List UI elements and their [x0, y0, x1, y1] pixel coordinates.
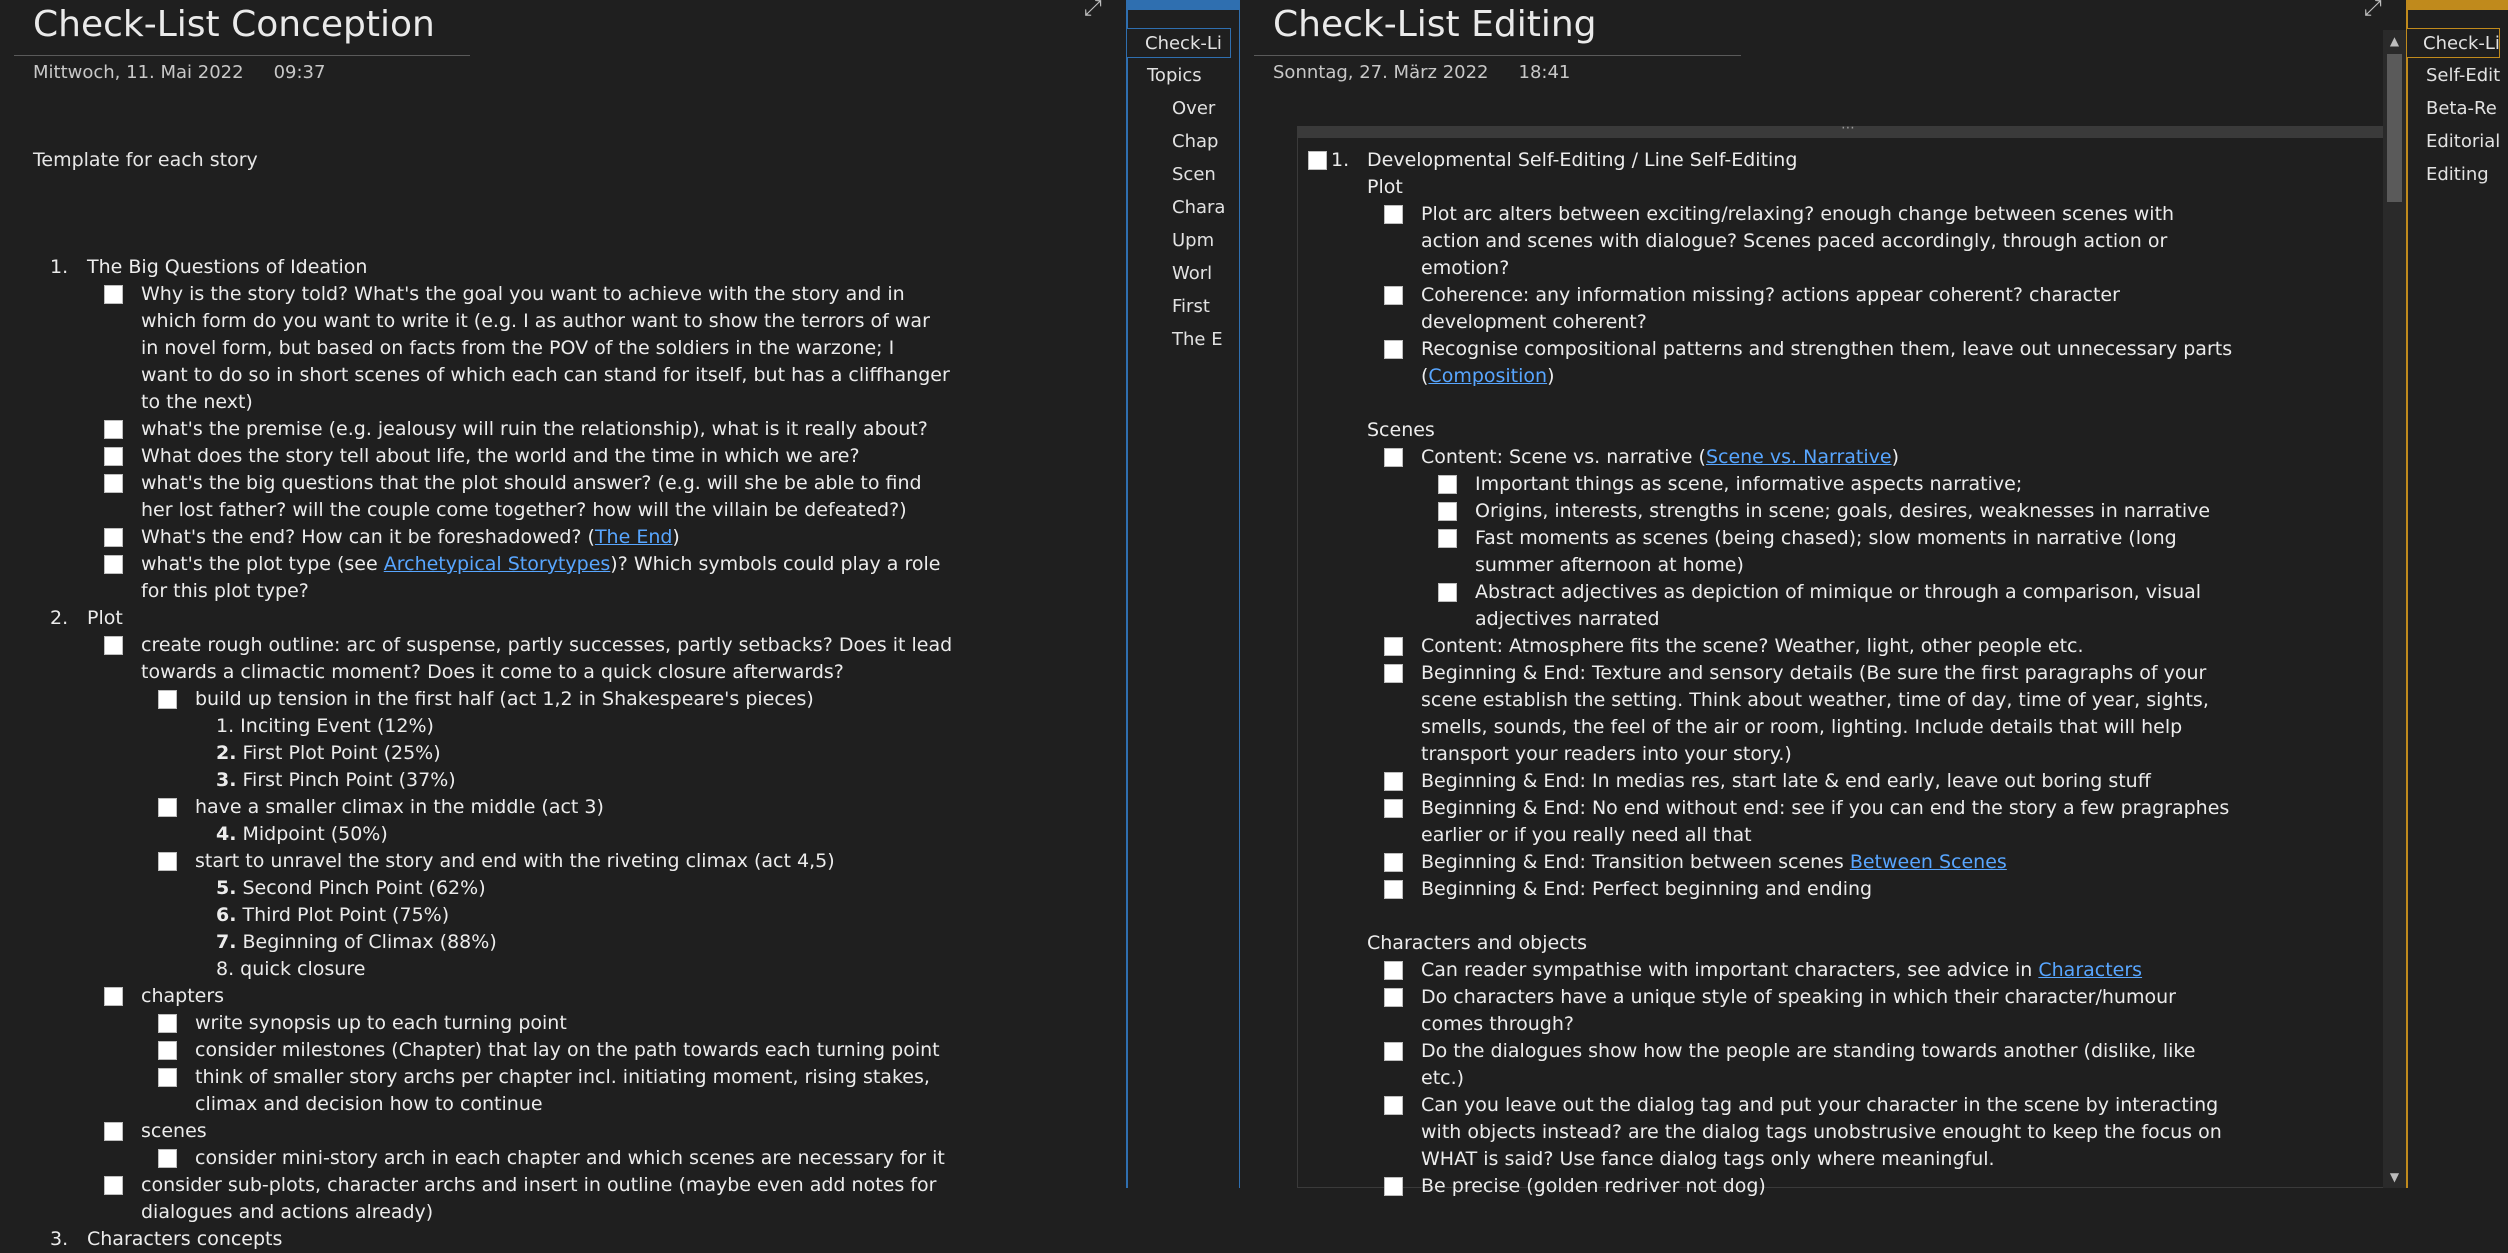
list-item-text: Characters concepts [87, 1228, 283, 1250]
list-item-text: Beginning of Climax (88%) [236, 931, 497, 953]
list-item[interactable] [1421, 363, 1555, 390]
list-item[interactable] [1421, 1146, 1995, 1173]
page-tab-editing[interactable]: Editing [2426, 164, 2489, 185]
checkbox[interactable] [158, 852, 177, 871]
list-item[interactable] [1421, 201, 2174, 228]
list-item-text: Coherence: any information missing? actions appear coherent? character [1421, 284, 2120, 306]
list-item[interactable] [141, 362, 950, 389]
list-item-text: Be precise (golden redriver not dog) [1421, 1175, 1766, 1197]
section-color-bar [2408, 0, 2508, 10]
list-item-text: Second Pinch Point (62%) [236, 877, 486, 899]
page-tab-chara[interactable]: Chara [1172, 197, 1226, 218]
list-item[interactable] [1421, 444, 1899, 471]
list-number: 1. [50, 256, 69, 278]
list-item[interactable] [1475, 579, 2201, 606]
milestone-number: 7. [216, 931, 237, 953]
page-editing[interactable] [1240, 0, 2383, 1197]
list-item-text: Beginning & End: Transition between scenes [1421, 851, 1850, 873]
milestone-number: 3. [216, 769, 237, 791]
list-item-text: scenes [141, 1120, 207, 1142]
list-item-text: dialogues and actions already) [141, 1201, 434, 1223]
list-item-text: in novel form, but based on facts from the POV of the soldiers in the warzone; I [141, 337, 895, 359]
list-item-text: etc.) [1421, 1067, 1465, 1089]
list-item[interactable] [216, 875, 486, 902]
list-item[interactable] [1367, 174, 1403, 201]
container-drag-bar[interactable] [1297, 120, 2425, 138]
list-item-text: have a smaller climax in the middle (act 3) [195, 796, 604, 818]
vertical-scrollbar[interactable] [2383, 30, 2406, 1188]
checkbox[interactable] [1384, 961, 1403, 980]
list-item-text: Beginning & End: In medias res, start late & end early, leave out boring stuff [1421, 770, 2151, 792]
milestone-number: 4. [216, 823, 237, 845]
list-item-text: quick closure [234, 958, 366, 980]
list-item[interactable] [141, 416, 928, 443]
list-item-text: Third Plot Point (75%) [236, 904, 450, 926]
page-tab-over[interactable]: Over [1172, 98, 1216, 119]
list-item-text: what's the plot type (see [141, 553, 384, 575]
list-item[interactable] [141, 578, 309, 605]
list-item-text: First Pinch Point (37%) [236, 769, 456, 791]
list-item-text: adjectives narrated [1475, 608, 1660, 630]
section-color-bar [1128, 0, 1239, 10]
intro-text[interactable]: Template for each story [33, 149, 258, 171]
list-item-text: Recognise compositional patterns and strengthen them, leave out unnecessary parts [1421, 338, 2233, 360]
list-item[interactable] [195, 1064, 930, 1091]
list-item[interactable] [216, 740, 441, 767]
list-item-text: Beginning & End: Perfect beginning and ending [1421, 878, 1873, 900]
checkbox[interactable] [1438, 502, 1457, 521]
scroll-down-arrow-icon[interactable]: ▼ [2383, 1166, 2406, 1188]
list-item-text: ) [1891, 446, 1899, 468]
list-item[interactable] [1421, 768, 2151, 795]
page-link[interactable]: Composition [1428, 365, 1548, 387]
list-item-text: towards a climactic moment? Does it come to a quick closure afterwards? [141, 661, 844, 683]
milestone-number: 1. [216, 715, 235, 737]
page-tab-check-li[interactable]: Check-Li [2406, 28, 2500, 58]
list-item-text: ( [1421, 365, 1429, 387]
milestone-number: 6. [216, 904, 237, 926]
page-tab-worl[interactable]: Worl [1172, 263, 1213, 284]
list-item[interactable] [1421, 228, 2167, 255]
list-item-text: Plot [1367, 176, 1403, 198]
list-item-text: Content: Atmosphere fits the scene? Weather, light, other people etc. [1421, 635, 2084, 657]
list-item[interactable] [1421, 1065, 1464, 1092]
list-item-text: to the next) [141, 391, 253, 413]
page-date: Sonntag, 27. März 2022 [1273, 62, 1489, 83]
checkbox[interactable] [158, 1149, 177, 1168]
list-item-text: create rough outline: arc of suspense, partly successes, partly setbacks? Does it lead [141, 634, 953, 656]
list-item[interactable] [1421, 1038, 2195, 1065]
list-item[interactable] [141, 335, 894, 362]
list-item-text: Scenes [1367, 419, 1435, 441]
list-item[interactable] [141, 632, 952, 659]
list-item[interactable] [216, 821, 388, 848]
milestone-number: 8. [216, 958, 235, 980]
page-tab-topics[interactable]: Topics [1147, 65, 1202, 86]
page-tab-editorial[interactable]: Editorial [2426, 131, 2501, 152]
list-item[interactable] [87, 605, 123, 632]
checkbox[interactable] [1384, 286, 1403, 305]
list-item[interactable] [195, 1145, 945, 1172]
list-item[interactable] [216, 929, 497, 956]
list-item[interactable] [141, 551, 940, 578]
list-item[interactable] [1421, 849, 2007, 876]
list-item-text: chapters [141, 985, 225, 1007]
page-tab-beta-re[interactable]: Beta-Re [2426, 98, 2497, 119]
checkbox[interactable] [1384, 1177, 1403, 1196]
list-item-text: ) [1547, 365, 1555, 387]
list-item-text: build up tension in the first half (act 1,2 in Shakespeare's pieces) [195, 688, 814, 710]
list-item[interactable] [1421, 741, 1792, 768]
list-item-text: What does the story tell about life, the world and the time in which we are? [141, 445, 860, 467]
list-item[interactable] [141, 497, 907, 524]
list-item-text: The Big Questions of Ideation [87, 256, 368, 278]
list-item[interactable] [1421, 1173, 1766, 1200]
checkbox[interactable] [1308, 151, 1327, 170]
page-link[interactable]: Characters [2038, 959, 2143, 981]
list-item-text: consider milestones (Chapter) that lay on the path towards each turning point [195, 1039, 940, 1061]
list-item-text: which form do you want to write it (e.g. I as author want to show the terrors of war [141, 310, 930, 332]
list-item[interactable] [141, 1118, 207, 1145]
list-item-text: Important things as scene, informative aspects narrative; [1475, 473, 2023, 495]
list-item[interactable] [1421, 795, 2229, 822]
list-item[interactable] [216, 902, 449, 929]
list-item[interactable] [141, 659, 844, 686]
list-item[interactable] [141, 983, 224, 1010]
list-item[interactable] [1475, 525, 2177, 552]
checkbox[interactable] [104, 1122, 123, 1141]
checkbox[interactable] [104, 420, 123, 439]
list-item[interactable] [1475, 606, 1660, 633]
list-item[interactable] [141, 308, 930, 335]
milestone-number: 2. [216, 742, 237, 764]
list-item-text: Can reader sympathise with important characters, see advice in [1421, 959, 2039, 981]
list-item[interactable] [141, 443, 860, 470]
list-item[interactable] [1475, 498, 2210, 525]
checkbox[interactable] [1384, 799, 1403, 818]
list-item-text: Developmental Self-Editing / Line Self-Editing [1367, 149, 1798, 171]
checkbox[interactable] [104, 555, 123, 574]
list-item-text: Origins, interests, strengths in scene; goals, desires, weaknesses in narrative [1475, 500, 2211, 522]
list-item[interactable] [195, 1037, 940, 1064]
list-item-text: think of smaller story archs per chapter incl. initiating moment, rising stakes, [195, 1066, 930, 1088]
list-number: 3. [50, 1228, 69, 1250]
list-item-text: Plot [87, 607, 123, 629]
checkbox[interactable] [1384, 637, 1403, 656]
page-tabs-left [1126, 0, 1240, 1188]
list-item-text: transport your readers into your story.) [1421, 743, 1792, 765]
page-time: 09:37 [273, 62, 326, 83]
list-item-text: earlier or if you really need all that [1421, 824, 1752, 846]
list-item-text: what's the premise (e.g. jealousy will ruin the relationship), what is it really about? [141, 418, 928, 440]
list-item-text: Why is the story told? What's the goal you want to achieve with the story and in [141, 283, 905, 305]
list-item-text: Abstract adjectives as depiction of mimique or through a comparison, visual [1475, 581, 2202, 603]
checkbox[interactable] [104, 474, 123, 493]
checkbox[interactable] [1384, 205, 1403, 224]
checkbox[interactable] [104, 987, 123, 1006]
checkbox[interactable] [158, 1014, 177, 1033]
list-item-text: ) [672, 526, 680, 548]
page-date: Mittwoch, 11. Mai 2022 [33, 62, 244, 83]
list-item[interactable] [1421, 687, 2209, 714]
list-item-text: development coherent? [1421, 311, 1647, 333]
page-date-time [1273, 62, 1570, 83]
milestone-number: 5. [216, 877, 237, 899]
list-item-text: action and scenes with dialogue? Scenes paced accordingly, through action or [1421, 230, 2168, 252]
checkbox[interactable] [1384, 664, 1403, 683]
checkbox[interactable] [104, 285, 123, 304]
checkbox[interactable] [158, 1041, 177, 1060]
list-item-text: Content: Scene vs. narrative ( [1421, 446, 1706, 468]
checkbox[interactable] [1384, 988, 1403, 1007]
checkbox[interactable] [104, 1176, 123, 1195]
list-item[interactable] [1421, 1092, 2218, 1119]
checkbox[interactable] [1438, 475, 1457, 494]
list-item-text: What's the end? How can it be foreshadowed? ( [141, 526, 595, 548]
checkbox[interactable] [158, 798, 177, 817]
page-link[interactable]: Scene vs. Narrative [1705, 446, 1892, 468]
checkbox[interactable] [1384, 1096, 1403, 1115]
list-item[interactable] [1421, 336, 2232, 363]
checkbox[interactable] [158, 1068, 177, 1087]
page-tab-check-li[interactable]: Check-Li [1126, 28, 1231, 58]
list-item[interactable] [1421, 957, 2142, 984]
checkbox[interactable] [1384, 448, 1403, 467]
list-item-text: emotion? [1421, 257, 1510, 279]
list-item-text: Inciting Event (12%) [234, 715, 434, 737]
page-tab-first[interactable]: First [1172, 296, 1210, 317]
list-item-text: )? Which symbols could play a role [610, 553, 941, 575]
page-tabs-right [2406, 0, 2508, 1188]
list-item[interactable] [195, 794, 604, 821]
list-item[interactable] [141, 524, 680, 551]
list-item[interactable] [195, 848, 835, 875]
list-item-text: write synopsis up to each turning point [195, 1012, 567, 1034]
list-item-text: with objects instead? are the dialog tags unobstrusive enought to keep the focus on [1421, 1121, 2222, 1143]
page-conception[interactable] [0, 0, 1126, 1250]
list-item-text: consider sub-plots, character archs and insert in outline (maybe even add notes for [141, 1174, 937, 1196]
checkbox[interactable] [1438, 529, 1457, 548]
list-item-text: Characters and objects [1367, 932, 1587, 954]
list-item-text: her lost father? will the couple come together? how will the villain be defeated?) [141, 499, 907, 521]
page-link[interactable]: Between Scenes [1849, 851, 2007, 873]
checkbox[interactable] [158, 690, 177, 709]
title-underline [1254, 55, 1741, 56]
page-tab-chap[interactable]: Chap [1172, 131, 1219, 152]
list-item-text: what's the big questions that the plot should answer? (e.g. will she be able to find [141, 472, 922, 494]
checkbox[interactable] [1438, 583, 1457, 602]
list-item[interactable] [1421, 1011, 1574, 1038]
checkbox[interactable] [1384, 772, 1403, 791]
page-tab-the-e[interactable]: The E [1172, 329, 1223, 350]
list-number: 1. [1331, 149, 1350, 171]
scrollbar-thumb[interactable] [2387, 54, 2402, 202]
container-drag-handle-icon[interactable]: ⋯ [1841, 120, 1855, 136]
checkbox[interactable] [104, 528, 123, 547]
list-item[interactable] [87, 254, 367, 281]
list-item-text: for this plot type? [141, 580, 309, 602]
list-item[interactable] [1421, 282, 2120, 309]
list-item[interactable] [1421, 309, 1647, 336]
checkbox[interactable] [104, 447, 123, 466]
checkbox[interactable] [104, 636, 123, 655]
list-item[interactable] [216, 767, 456, 794]
checkbox[interactable] [1384, 340, 1403, 359]
page-tab-self-edit[interactable]: Self-Edit [2426, 65, 2501, 86]
page-date-time [33, 62, 325, 83]
list-item[interactable] [1367, 417, 1435, 444]
list-item-text: Beginning & End: No end without end: see if you can end the story a few pragraphes [1421, 797, 2230, 819]
list-item[interactable] [141, 1172, 936, 1199]
list-item[interactable] [1421, 255, 1509, 282]
list-item-text: Midpoint (50%) [236, 823, 388, 845]
list-item[interactable] [1421, 1119, 2222, 1146]
list-item[interactable] [141, 1199, 433, 1226]
page-time: 18:41 [1518, 62, 1571, 83]
list-number: 2. [50, 607, 69, 629]
list-item-text: Beginning & End: Texture and sensory details (Be sure the first paragraphs of your [1421, 662, 2207, 684]
page-title[interactable]: Check-List Editing [1273, 4, 1597, 45]
list-item[interactable] [1421, 822, 1752, 849]
list-item-text: WHAT is said? Use fance dialog tags only where meaningful. [1421, 1148, 1995, 1170]
list-item[interactable] [1475, 552, 1744, 579]
list-item[interactable] [141, 470, 922, 497]
list-item-text: Do characters have a unique style of speaking in which their character/humour [1421, 986, 2176, 1008]
list-item[interactable] [1475, 471, 2022, 498]
title-underline [14, 55, 470, 56]
list-item[interactable] [141, 389, 253, 416]
list-item[interactable] [1367, 930, 1587, 957]
list-item-text: scene establish the setting. Think about weather, time of day, time of year, sights, [1421, 689, 2209, 711]
list-item-text: Plot arc alters between exciting/relaxing? enough change between scenes with [1421, 203, 2175, 225]
page-tab-scen[interactable]: Scen [1172, 164, 1216, 185]
list-item[interactable] [1421, 876, 1872, 903]
list-item[interactable] [1421, 984, 2176, 1011]
page-title[interactable]: Check-List Conception [33, 4, 435, 45]
list-item[interactable] [1367, 147, 1797, 174]
list-item-text: Fast moments as scenes (being chased); slow moments in narrative (long [1475, 527, 2177, 549]
list-item-text: comes through? [1421, 1013, 1574, 1035]
list-item[interactable] [1421, 633, 2084, 660]
checkbox[interactable] [1384, 853, 1403, 872]
list-item-text: smells, sounds, the feel of the air or room, lighting. Include details that will help [1421, 716, 2183, 738]
checkbox[interactable] [1384, 1042, 1403, 1061]
list-item[interactable] [195, 1010, 567, 1037]
list-item-text: Do the dialogues show how the people are standing towards another (dislike, like [1421, 1040, 2196, 1062]
list-item[interactable] [141, 281, 905, 308]
page-link[interactable]: The End [594, 526, 673, 548]
page-link[interactable]: Archetypical Storytypes [383, 553, 611, 575]
list-item[interactable] [195, 686, 814, 713]
list-item-text: want to do so in short scenes of which each can stand for itself, but has a cliffhanger [141, 364, 950, 386]
list-item[interactable] [1421, 660, 2206, 687]
list-item-text: consider mini-story arch in each chapter and which scenes are necessary for it [195, 1147, 945, 1169]
scroll-up-arrow-icon[interactable]: ▲ [2383, 30, 2406, 52]
list-item[interactable] [1421, 714, 2182, 741]
list-item-text: First Plot Point (25%) [236, 742, 441, 764]
expand-diagonal-icon[interactable]: ⤢ [1084, 0, 1102, 21]
list-item[interactable] [195, 1091, 543, 1118]
list-item[interactable] [216, 956, 365, 983]
list-item-text: start to unravel the story and end with the riveting climax (act 4,5) [195, 850, 835, 872]
list-item-text: Can you leave out the dialog tag and put your character in the scene by interacting [1421, 1094, 2219, 1116]
checkbox[interactable] [1384, 880, 1403, 899]
list-item-text: climax and decision how to continue [195, 1093, 543, 1115]
list-item[interactable] [216, 713, 434, 740]
page-tab-upm[interactable]: Upm [1172, 230, 1215, 251]
list-item-text: summer afternoon at home) [1475, 554, 1744, 576]
expand-diagonal-icon[interactable]: ⤢ [2364, 0, 2382, 21]
list-item[interactable] [87, 1226, 282, 1253]
